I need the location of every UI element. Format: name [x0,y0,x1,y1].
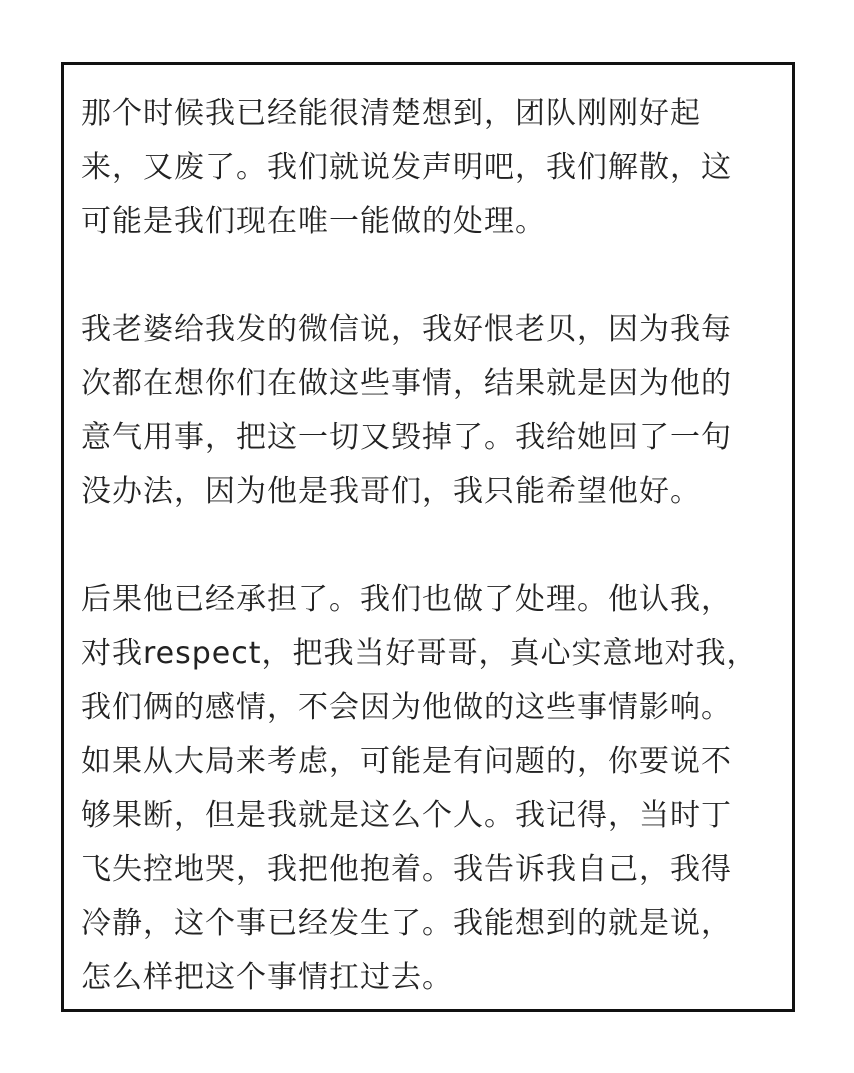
paragraph-line: 来，又废了。我们就说发声明吧，我们解散，这 [81,150,732,185]
paragraph-3 [81,573,781,1005]
paragraph-line: 我们俩的感情，不会因为他做的这些事情影响。 [81,690,732,725]
paragraph-line: 够果断，但是我就是这么个人。我记得，当时丁 [81,798,732,833]
paragraph-line: 怎么样把这个事情扛过去。 [81,960,453,995]
paragraph-2 [81,303,781,519]
paragraph-line: 对我respect，把我当好哥哥，真心实意地对我， [81,636,758,671]
paragraph-line: 意气用事，把这一切又毁掉了。我给她回了一句 [81,420,732,455]
paragraph-line: 可能是我们现在唯一能做的处理。 [81,204,546,239]
paragraph-1 [81,87,781,249]
paragraph-line: 如果从大局来考虑，可能是有问题的，你要说不 [81,744,732,779]
paragraph-line: 冷静，这个事已经发生了。我能想到的就是说， [81,906,732,941]
text-frame [61,62,795,1012]
paragraph-line: 后果他已经承担了。我们也做了处理。他认我， [81,582,732,617]
paragraph-line: 飞失控地哭，我把他抱着。我告诉我自己，我得 [81,852,732,887]
paragraph-line: 我老婆给我发的微信说，我好恨老贝，因为我每 [81,312,732,347]
paragraph-line: 没办法，因为他是我哥们，我只能希望他好。 [81,474,701,509]
paragraph-line: 次都在想你们在做这些事情，结果就是因为他的 [81,366,732,401]
paragraph-line: 那个时候我已经能很清楚想到，团队刚刚好起 [81,96,701,131]
